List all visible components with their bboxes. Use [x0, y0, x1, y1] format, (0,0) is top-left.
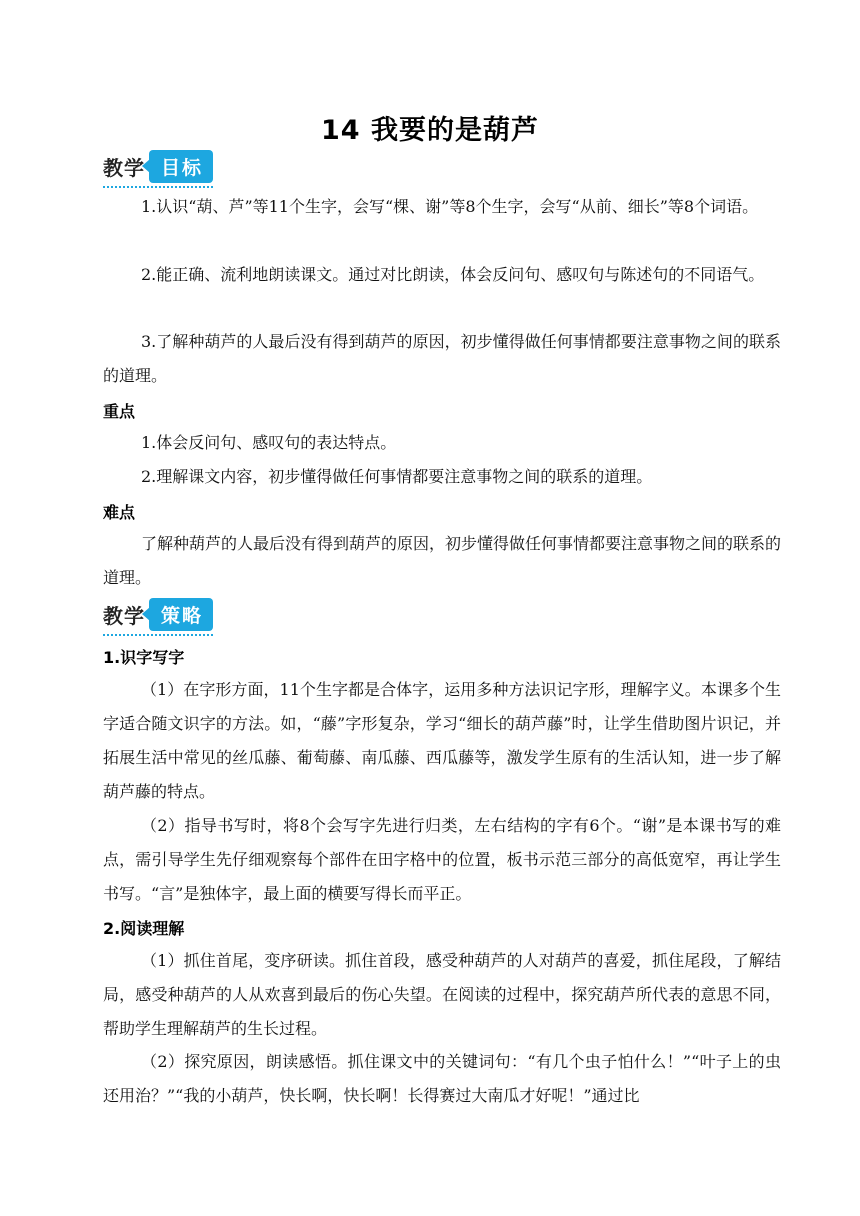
page-title: 14 我要的是葫芦 [321, 115, 539, 146]
badge-label-left: 教学 [103, 155, 145, 180]
goal-paragraph-3: 3.了解种葫芦的人最后没有得到葫芦的原因，初步懂得做任何事情都要注意事物之间的联系的道理。 [103, 332, 781, 385]
difficulty-paragraph: 了解种葫芦的人最后没有得到葫芦的原因，初步懂得做任何事情都要注意事物之间的联系的道理。 [103, 534, 782, 587]
goal-paragraph-1: 1.认识“葫、芦”等11个生字，会写“棵、谢”等8个生字，会写“从前、细长”等8个词语。 [141, 197, 759, 216]
literacy-paragraph-1: （1）在字形方面，11个生字都是合体字，运用多种方法识记字形，理解字义。本课多个生字适合随文识字的方法。如，“藤”字形复杂，学习“细长的葫芦藤”时，让学生借助图片识记，并拓展生活中常见的丝瓜藤、葡萄藤、南瓜藤、西瓜藤等，激发学生原有的生活认知，进一步了解葫芦藤的特点。 [103, 680, 781, 801]
reading-paragraph-1: （1）抓住首尾，变序研读。抓住首段，感受种葫芦的人对葫芦的喜爱，抓住尾段，了解结局，感受种葫芦的人从欢喜到最后的伤心失望。在阅读的过程中，探究葫芦所代表的意思不同，帮助学生理解葫芦的生长过程。 [103, 951, 781, 1038]
badge-label-right: 目标 [149, 150, 213, 183]
badge-underline [103, 634, 213, 636]
section-badge-goals [103, 148, 213, 184]
badge-label-right: 策略 [149, 598, 213, 631]
badge-underline [103, 186, 213, 188]
subsection-heading-literacy: 1.识字写字 [103, 648, 185, 667]
key-point-1: 1.体会反问句、感叹句的表达特点。 [141, 433, 397, 452]
difficulty-heading: 难点 [103, 503, 136, 522]
goal-paragraph-2: 2.能正确、流利地朗读课文。通过对比朗读，体会反问句、感叹句与陈述句的不同语气。 [141, 265, 765, 284]
badge-label-left: 教学 [103, 603, 145, 628]
reading-paragraph-2: （2）探究原因，朗读感悟。抓住课文中的关键词句：“有几个虫子怕什么！”“叶子上的虫还用治？”“我的小葫芦，快长啊，快长啊！长得赛过大南瓜才好呢！”通过比 [103, 1052, 781, 1105]
key-point-2: 2.理解课文内容，初步懂得做任何事情都要注意事物之间的联系的道理。 [141, 467, 653, 486]
section-badge-strategy [103, 596, 213, 632]
literacy-paragraph-2: （2）指导书写时，将8个会写字先进行归类，左右结构的字有6个。“谢”是本课书写的难点，需引导学生先仔细观察每个部件在田字格中的位置，板书示范三部分的高低宽窄，再让学生书写。“言”是独体字，最上面的横要写得长而平正。 [103, 816, 781, 903]
key-point-heading: 重点 [103, 402, 136, 421]
subsection-heading-reading: 2.阅读理解 [103, 919, 185, 938]
